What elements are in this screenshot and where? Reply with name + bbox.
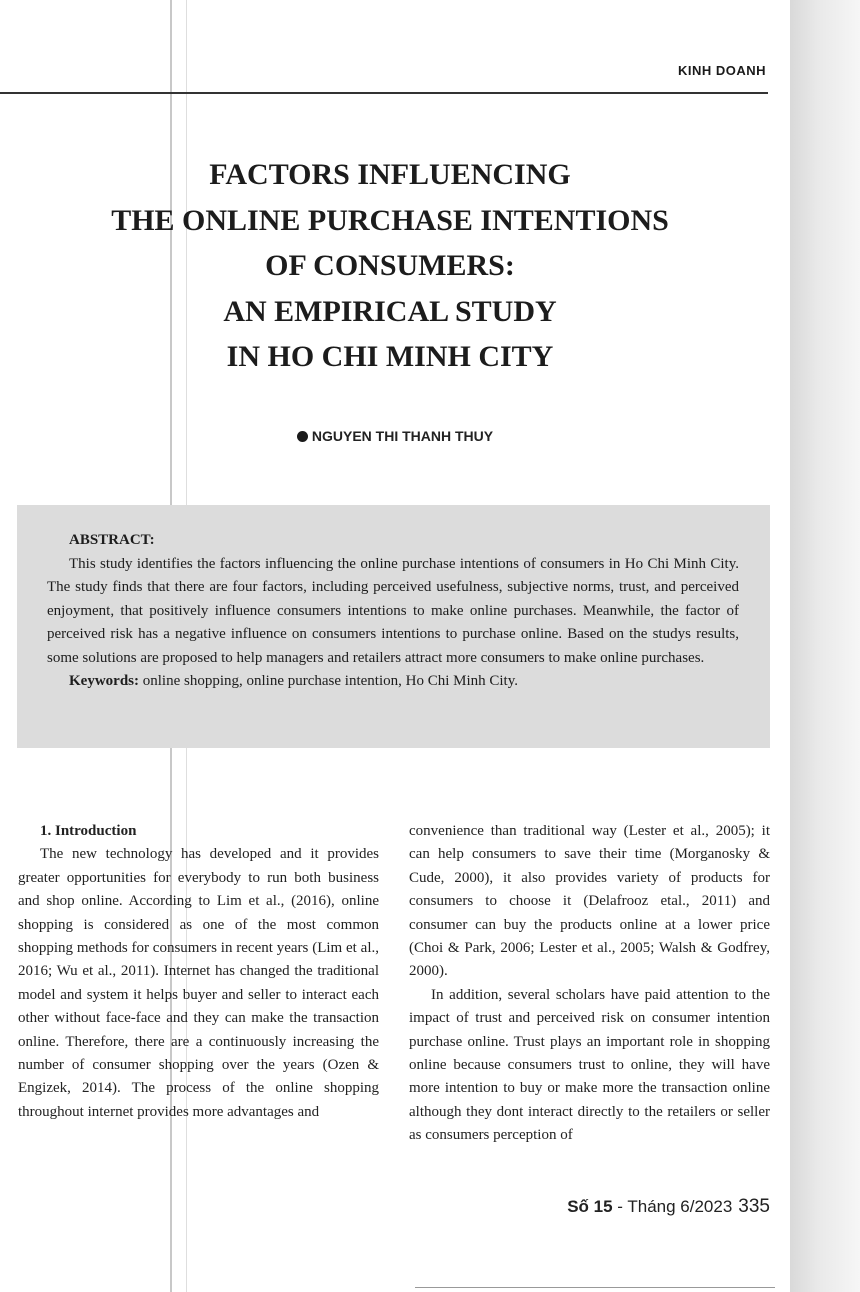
- abstract-heading: ABSTRACT:: [69, 532, 155, 548]
- article-title: [40, 152, 740, 380]
- author-byline: [0, 428, 790, 444]
- title-line: AN EMPIRICAL STUDY: [223, 294, 557, 328]
- footer-separator: -: [612, 1197, 628, 1216]
- keywords-label: Keywords:: [69, 673, 139, 689]
- title-line: THE ONLINE PURCHASE INTENTIONS: [111, 203, 669, 237]
- abstract-body: This study identifies the factors influencing the online purchase intentions of consumers in Ho Chi Minh City. The study finds that there are four factors, including perceived usefulness, subjective norms, trust, and perceived enjoyment, that positively influence consumers intentions to make online purchases. Meanwhile, the factor of perceived risk has a negative influence on consumers intentions to purchase online. Based on the studys results, some solutions are proposed to help managers and retailers attract more consumers to make online purchases.: [47, 555, 739, 666]
- section-heading: 1. Introduction: [40, 823, 137, 839]
- title-line: OF CONSUMERS:: [265, 249, 515, 282]
- title-line: FACTORS INFLUENCING: [209, 158, 571, 191]
- abstract-box: [17, 505, 770, 748]
- bottom-rule: [415, 1287, 775, 1288]
- body-paragraph: convenience than traditional way (Lester et al., 2005); it can help consumers to save their time (Morganosky & Cude, 2000), it also provides variety of products for consumers to choose it (Delafrooz etal., 2011) and consumer can buy the products online at a lower price (Choi & Park, 2006; Lester et al., 2005; Walsh & Godfrey, 2000).: [409, 823, 770, 980]
- section-label: KINH DOANH: [677, 63, 766, 78]
- abstract-text: [47, 529, 739, 694]
- page-edge-shadow: [790, 0, 860, 1292]
- body-column-left: [18, 820, 379, 1124]
- body-column-right: [409, 820, 770, 1148]
- issue-date: Tháng 6/2023: [627, 1197, 733, 1216]
- body-paragraph: The new technology has developed and it provides greater opportunities for everybody to run both business and shop online. According to Lim et al., (2016), online shopping is considered as one of the most common shopping methods for consumers in recent years (Lim et al., 2016; Wu et al., 2011). Internet has changed the traditional model and system it helps buyer and seller to interact each other without face-face and they can make the transaction online. Therefore, there are a continuously increasing the number of consumer shopping over the years (Ozen & Engizek, 2014). The process of the online shopping throughout internet provides more advantages and: [18, 846, 379, 1120]
- header-rule: [0, 92, 768, 94]
- author-name: NGUYEN THI THANH THUY: [311, 428, 494, 444]
- issue-number: Số 15: [567, 1197, 613, 1216]
- abstract-keywords: [47, 670, 739, 694]
- keywords-list: online shopping, online purchase intention, Ho Chi Minh City.: [142, 673, 518, 689]
- page-number: 335: [738, 1196, 770, 1217]
- body-paragraph: In addition, several scholars have paid attention to the impact of trust and perceived risk on consumer intention purchase online. Trust plays an important role in shopping online because consumers trust to online, they will have more intention to buy or make more the transaction online although they dont interact directly to the retailers or seller as consumers perception of: [409, 986, 770, 1144]
- bullet-icon: [297, 431, 308, 442]
- page-footer: [567, 1196, 770, 1218]
- title-line: IN HO CHI MINH CITY: [226, 340, 554, 373]
